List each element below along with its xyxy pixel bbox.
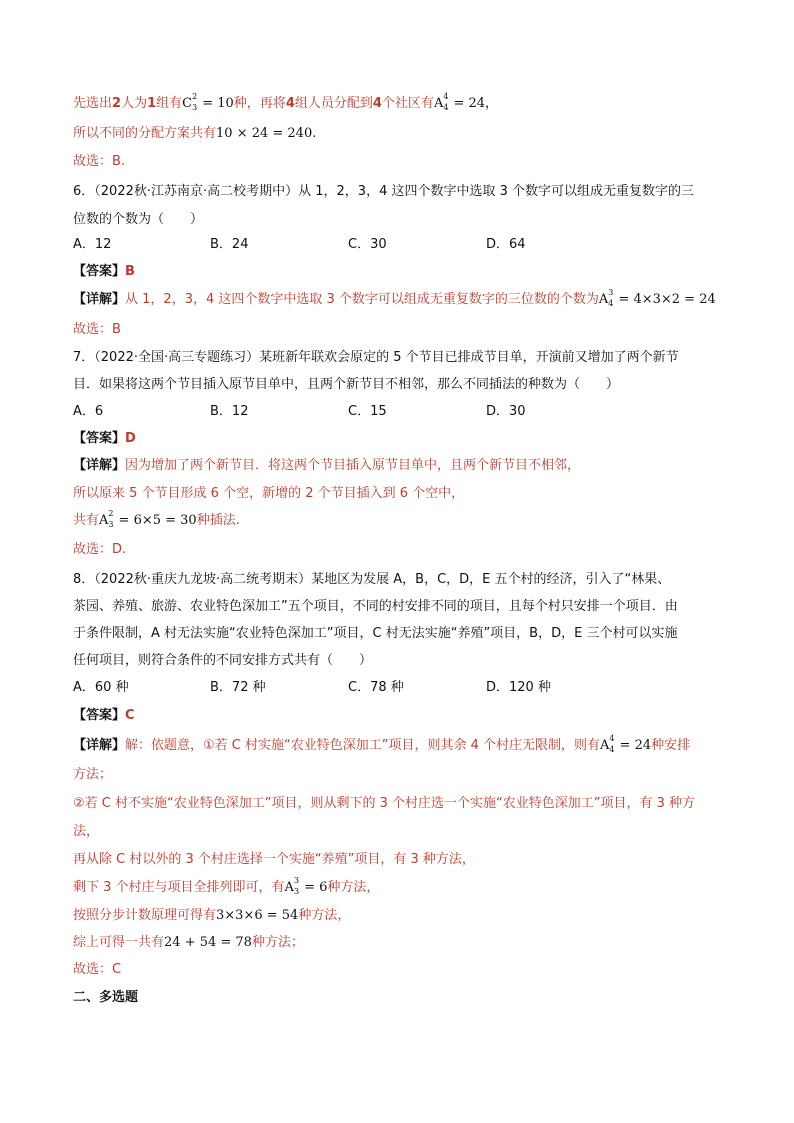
q5-line1: 先选出2人为1组有C 2 3 = 10种，再将4组人员分配到4个社区有A 4 4 = 24， [73, 92, 499, 112]
q7-choice: 故选：D. [73, 542, 127, 557]
q6-stem-line1: 6．（2022秋·江苏南京·高二校考期中）从 1，2，3，4 这四个数字中选取 3 个数字可以组成无重复数字的三 [73, 184, 695, 199]
q7-option-c: C．15 [348, 404, 387, 419]
q8-stem-line4: 任何项目，则符合条件的不同安排方式共有（ ） [73, 653, 373, 668]
q8-option-d: D．120 种 [486, 680, 551, 695]
q8-detail-line3: ②若 C 村不实施“农业特色深加工”项目，则从剩下的 3 个村庄选一个实施“农业特色深加工”项目，有 3 种方 [73, 796, 696, 811]
q8-stem-line1: 8．（2022秋·重庆九龙坡·高二统考期末）某地区为发展 A，B，C，D，E 五个村的经济，引入了“林果、 [73, 572, 671, 587]
combination-symbol: C 2 3 [182, 92, 198, 112]
arrangement-symbol: A 3 4 [598, 288, 614, 308]
arrangement-symbol: A 4 4 [600, 734, 615, 754]
q6-option-d: D．64 [486, 237, 526, 252]
q7-answer: 【答案】D [73, 431, 136, 446]
q8-stem-line3: 于条件限制，A 村无法实施“农业特色深加工”项目，C 村无法实施“养殖”项目，B，D，E 三个村可以实施 [73, 626, 678, 641]
q7-option-b: B．12 [210, 404, 249, 419]
q6-option-b: B．24 [210, 237, 249, 252]
q8-detail-line1: 【详解】解：依题意，①若 C 村实施“农业特色深加工”项目，则其余 4 个村庄无限制，则有A 4 4 = 24种安排 [73, 734, 691, 754]
q8-detail-line4: 法， [73, 824, 100, 839]
q7-detail-line3: 共有A 2 3 = 6×5 = 30种插法. [73, 509, 240, 529]
q6-stem-line2: 位数的个数为（ ） [73, 212, 204, 227]
arrangement-symbol: A 2 3 [99, 509, 114, 529]
q5-choice: 故选：B. [73, 154, 126, 169]
q8-detail-line8: 综上可得一共有24 + 54 = 78种方法； [73, 935, 304, 950]
q8-detail-line7: 按照分步计数原理可得有3×3×6 = 54种方法， [73, 908, 351, 923]
q7-option-a: A．6 [73, 404, 104, 419]
q8-option-b: B．72 种 [210, 680, 266, 695]
q6-option-c: C．30 [348, 237, 387, 252]
q8-choice: 故选：C [73, 962, 122, 977]
q8-option-c: C．78 种 [348, 680, 404, 695]
q8-stem-line2: 茶园、养殖、旅游、农业特色深加工”五个项目，不同的村安排不同的项目，且每个村只安排一个项目．由 [73, 599, 678, 614]
q8-detail-line2: 方法； [73, 767, 113, 782]
arrangement-symbol: A 3 3 [284, 876, 300, 896]
q8-answer: 【答案】C [73, 708, 135, 723]
arrangement-symbol: A 4 4 [433, 92, 449, 112]
q7-detail-line1: 【详解】因为增加了两个新节目．将这两个节目插入原节目单中，且两个新节目不相邻， [73, 458, 581, 473]
q7-option-d: D．30 [486, 404, 526, 419]
q6-choice: 故选：B [73, 322, 121, 337]
q6-option-a: A．12 [73, 237, 112, 252]
q7-stem-line1: 7．（2022·全国·高三专题练习）某班新年联欢会原定的 5 个节目已排成节目单，开演前又增加了两个新节 [73, 350, 679, 365]
q6-answer: 【答案】B [73, 264, 135, 279]
q7-detail-line2: 所以原来 5 个节目形成 6 个空，新增的 2 个节目插入到 6 个空中， [73, 486, 465, 501]
q8-option-a: A．60 种 [73, 680, 129, 695]
q8-detail-line6: 剩下 3 个村庄与项目全排列即可，有A 3 3 = 6种方法， [73, 876, 380, 896]
q5-line2: 所以不同的分配方案共有10 × 24 = 240. [73, 126, 317, 141]
section-heading: 二、多选题 [73, 990, 139, 1005]
q8-detail-line5: 再从除 C 村以外的 3 个村庄选择一个实施“养殖”项目，有 3 种方法， [73, 852, 475, 867]
q6-detail: 【详解】从 1，2，3，4 这四个数字中选取 3 个数字可以组成无重复数字的三位数的个数为A 3 4 = 4×3×2 = 24 [73, 288, 716, 308]
q7-stem-line2: 目．如果将这两个节目插入原节目单中，且两个新节目不相邻，那么不同插法的种数为（ ） [73, 377, 620, 392]
